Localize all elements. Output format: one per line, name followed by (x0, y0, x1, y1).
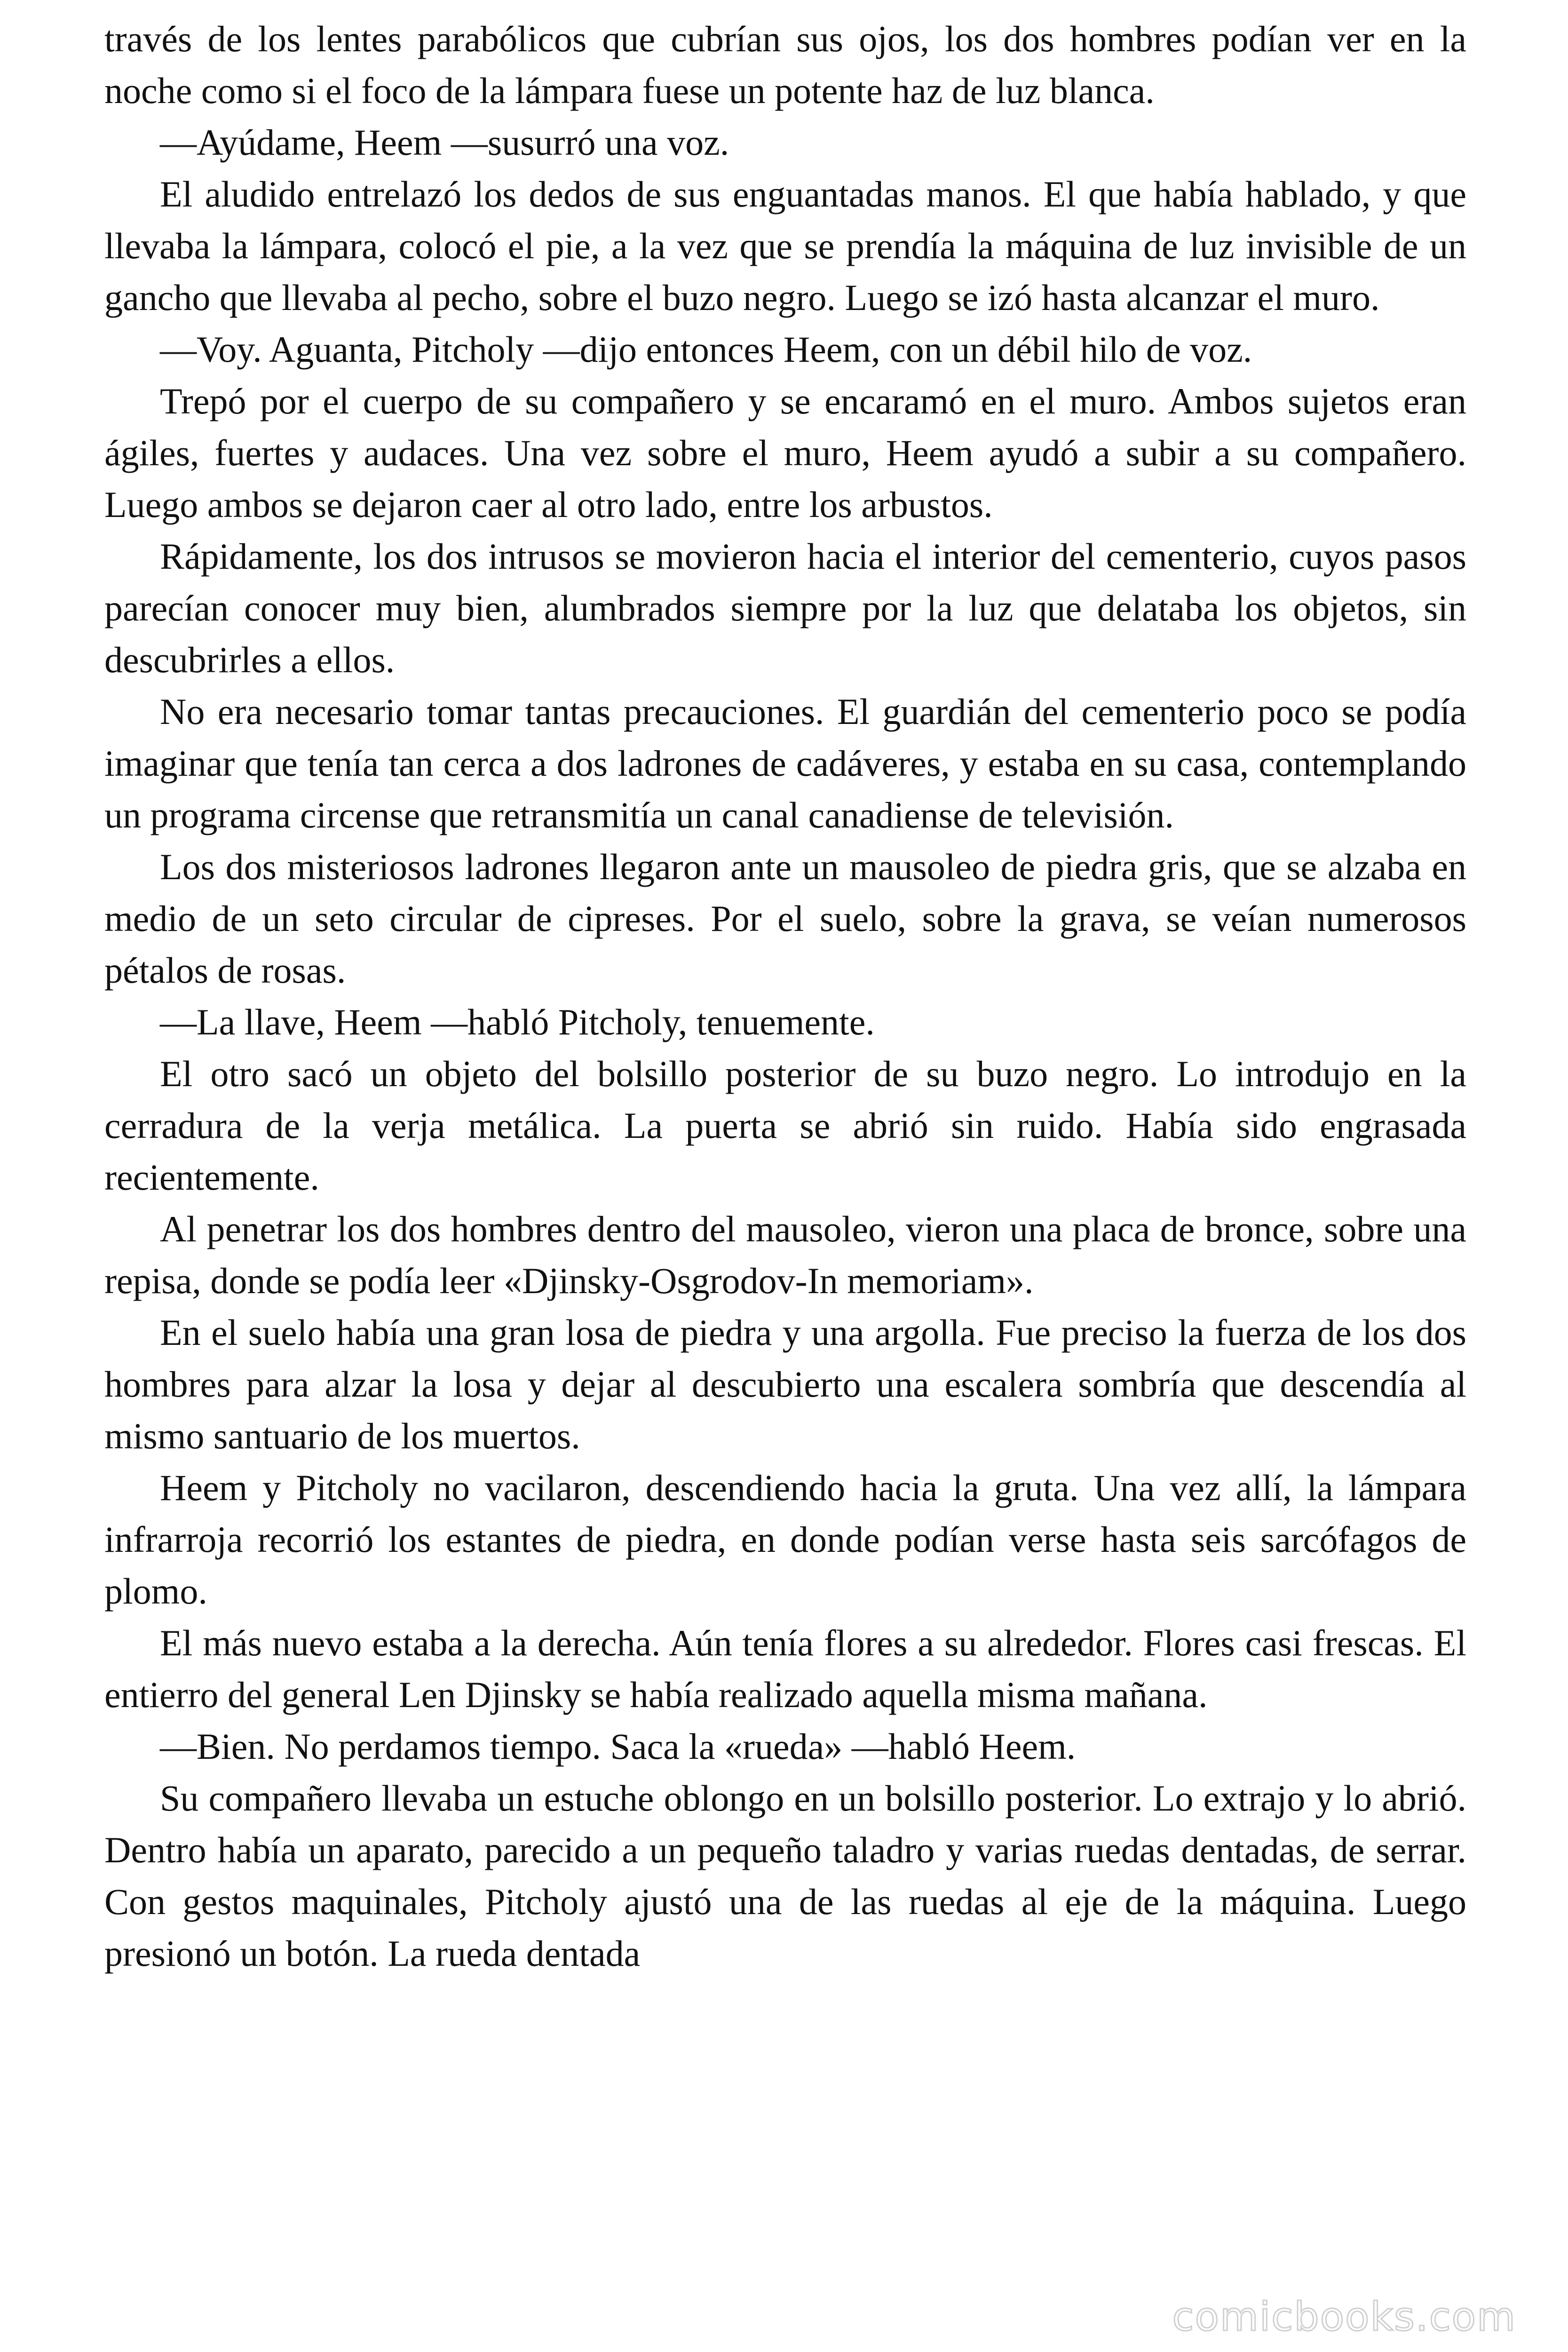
page-text (104, 13, 1466, 1979)
paragraph: En el suelo había una gran losa de piedra y una argolla. Fue preciso la fuerza de los dos hombres para alzar la losa y dejar al descubierto una escalera sombría que descendía al mismo santuario de los muertos. (104, 1312, 1466, 1456)
paragraph: Su compañero llevaba un estuche oblongo en un bolsillo posterior. Lo extrajo y lo abrió. Dentro había un aparato, parecido a un pequeño taladro y varias ruedas dentadas, de serrar. Con gestos maquinales, Pitcholy ajustó una de las ruedas al eje de la máquina. Luego presionó un botón. La rueda dentada (104, 1778, 1466, 1974)
paragraph: Los dos misteriosos ladrones llegaron ante un mausoleo de piedra gris, que se alzaba en medio de un seto circular de cipreses. Por el suelo, sobre la grava, se veían numerosos pétalos de rosas. (104, 846, 1466, 991)
paragraph: —Bien. No perdamos tiempo. Saca la «rueda» —habló Heem. (160, 1726, 1076, 1767)
paragraph: El aludido entrelazó los dedos de sus enguantadas manos. El que había hablado, y que llevaba la lámpara, colocó el pie, a la vez que se prendía la máquina de luz invisible de un gancho que llevaba al pecho, sobre el buzo negro. Luego se izó hasta alcanzar el muro. (104, 174, 1466, 318)
paragraph: No era necesario tomar tantas precauciones. El guardián del cementerio poco se podía imaginar que tenía tan cerca a dos ladrones de cadáveres, y estaba en su casa, contemplando un programa circense que retransmitía un canal canadiense de televisión. (104, 691, 1466, 835)
paragraph: El más nuevo estaba a la derecha. Aún tenía flores a su alrededor. Flores casi frescas. El entierro del general Len Djinsky se había realizado aquella misma mañana. (104, 1622, 1466, 1715)
paragraph: —Voy. Aguanta, Pitcholy —dijo entonces Heem, con un débil hilo de voz. (160, 329, 1252, 370)
paragraph: Rápidamente, los dos intrusos se movieron hacia el interior del cementerio, cuyos pasos parecían conocer muy bien, alumbrados siempre por la luz que delataba los objetos, sin descubrirles a ellos. (104, 536, 1466, 680)
paragraph: —La llave, Heem —habló Pitcholy, tenuemente. (160, 1001, 875, 1042)
paragraph: Trepó por el cuerpo de su compañero y se encaramó en el muro. Ambos sujetos eran ágiles, fuertes y audaces. Una vez sobre el muro, Heem ayudó a subir a su compañero. Luego ambos se dejaron caer al otro lado, entre los arbustos. (104, 381, 1466, 525)
paragraph: través de los lentes parabólicos que cubrían sus ojos, los dos hombres podían ver en la noche como si el foco de la lámpara fuese un potente haz de luz blanca. (104, 18, 1466, 111)
paragraph: Heem y Pitcholy no vacilaron, descendiendo hacia la gruta. Una vez allí, la lámpara infrarroja recorrió los estantes de piedra, en donde podían verse hasta seis sarcófagos de plomo. (104, 1467, 1466, 1612)
paragraph: El otro sacó un objeto del bolsillo posterior de su buzo negro. Lo introdujo en la cerradura de la verja metálica. La puerta se abrió sin ruido. Había sido engrasada recientemente. (104, 1053, 1466, 1198)
paragraph: Al penetrar los dos hombres dentro del mausoleo, vieron una placa de bronce, sobre una repisa, donde se podía leer «Djinsky-Osgrodov-In memoriam». (104, 1208, 1466, 1301)
paragraph: —Ayúdame, Heem —susurró una voz. (160, 122, 729, 163)
watermark: comicbooks.com (1172, 2294, 1516, 2340)
